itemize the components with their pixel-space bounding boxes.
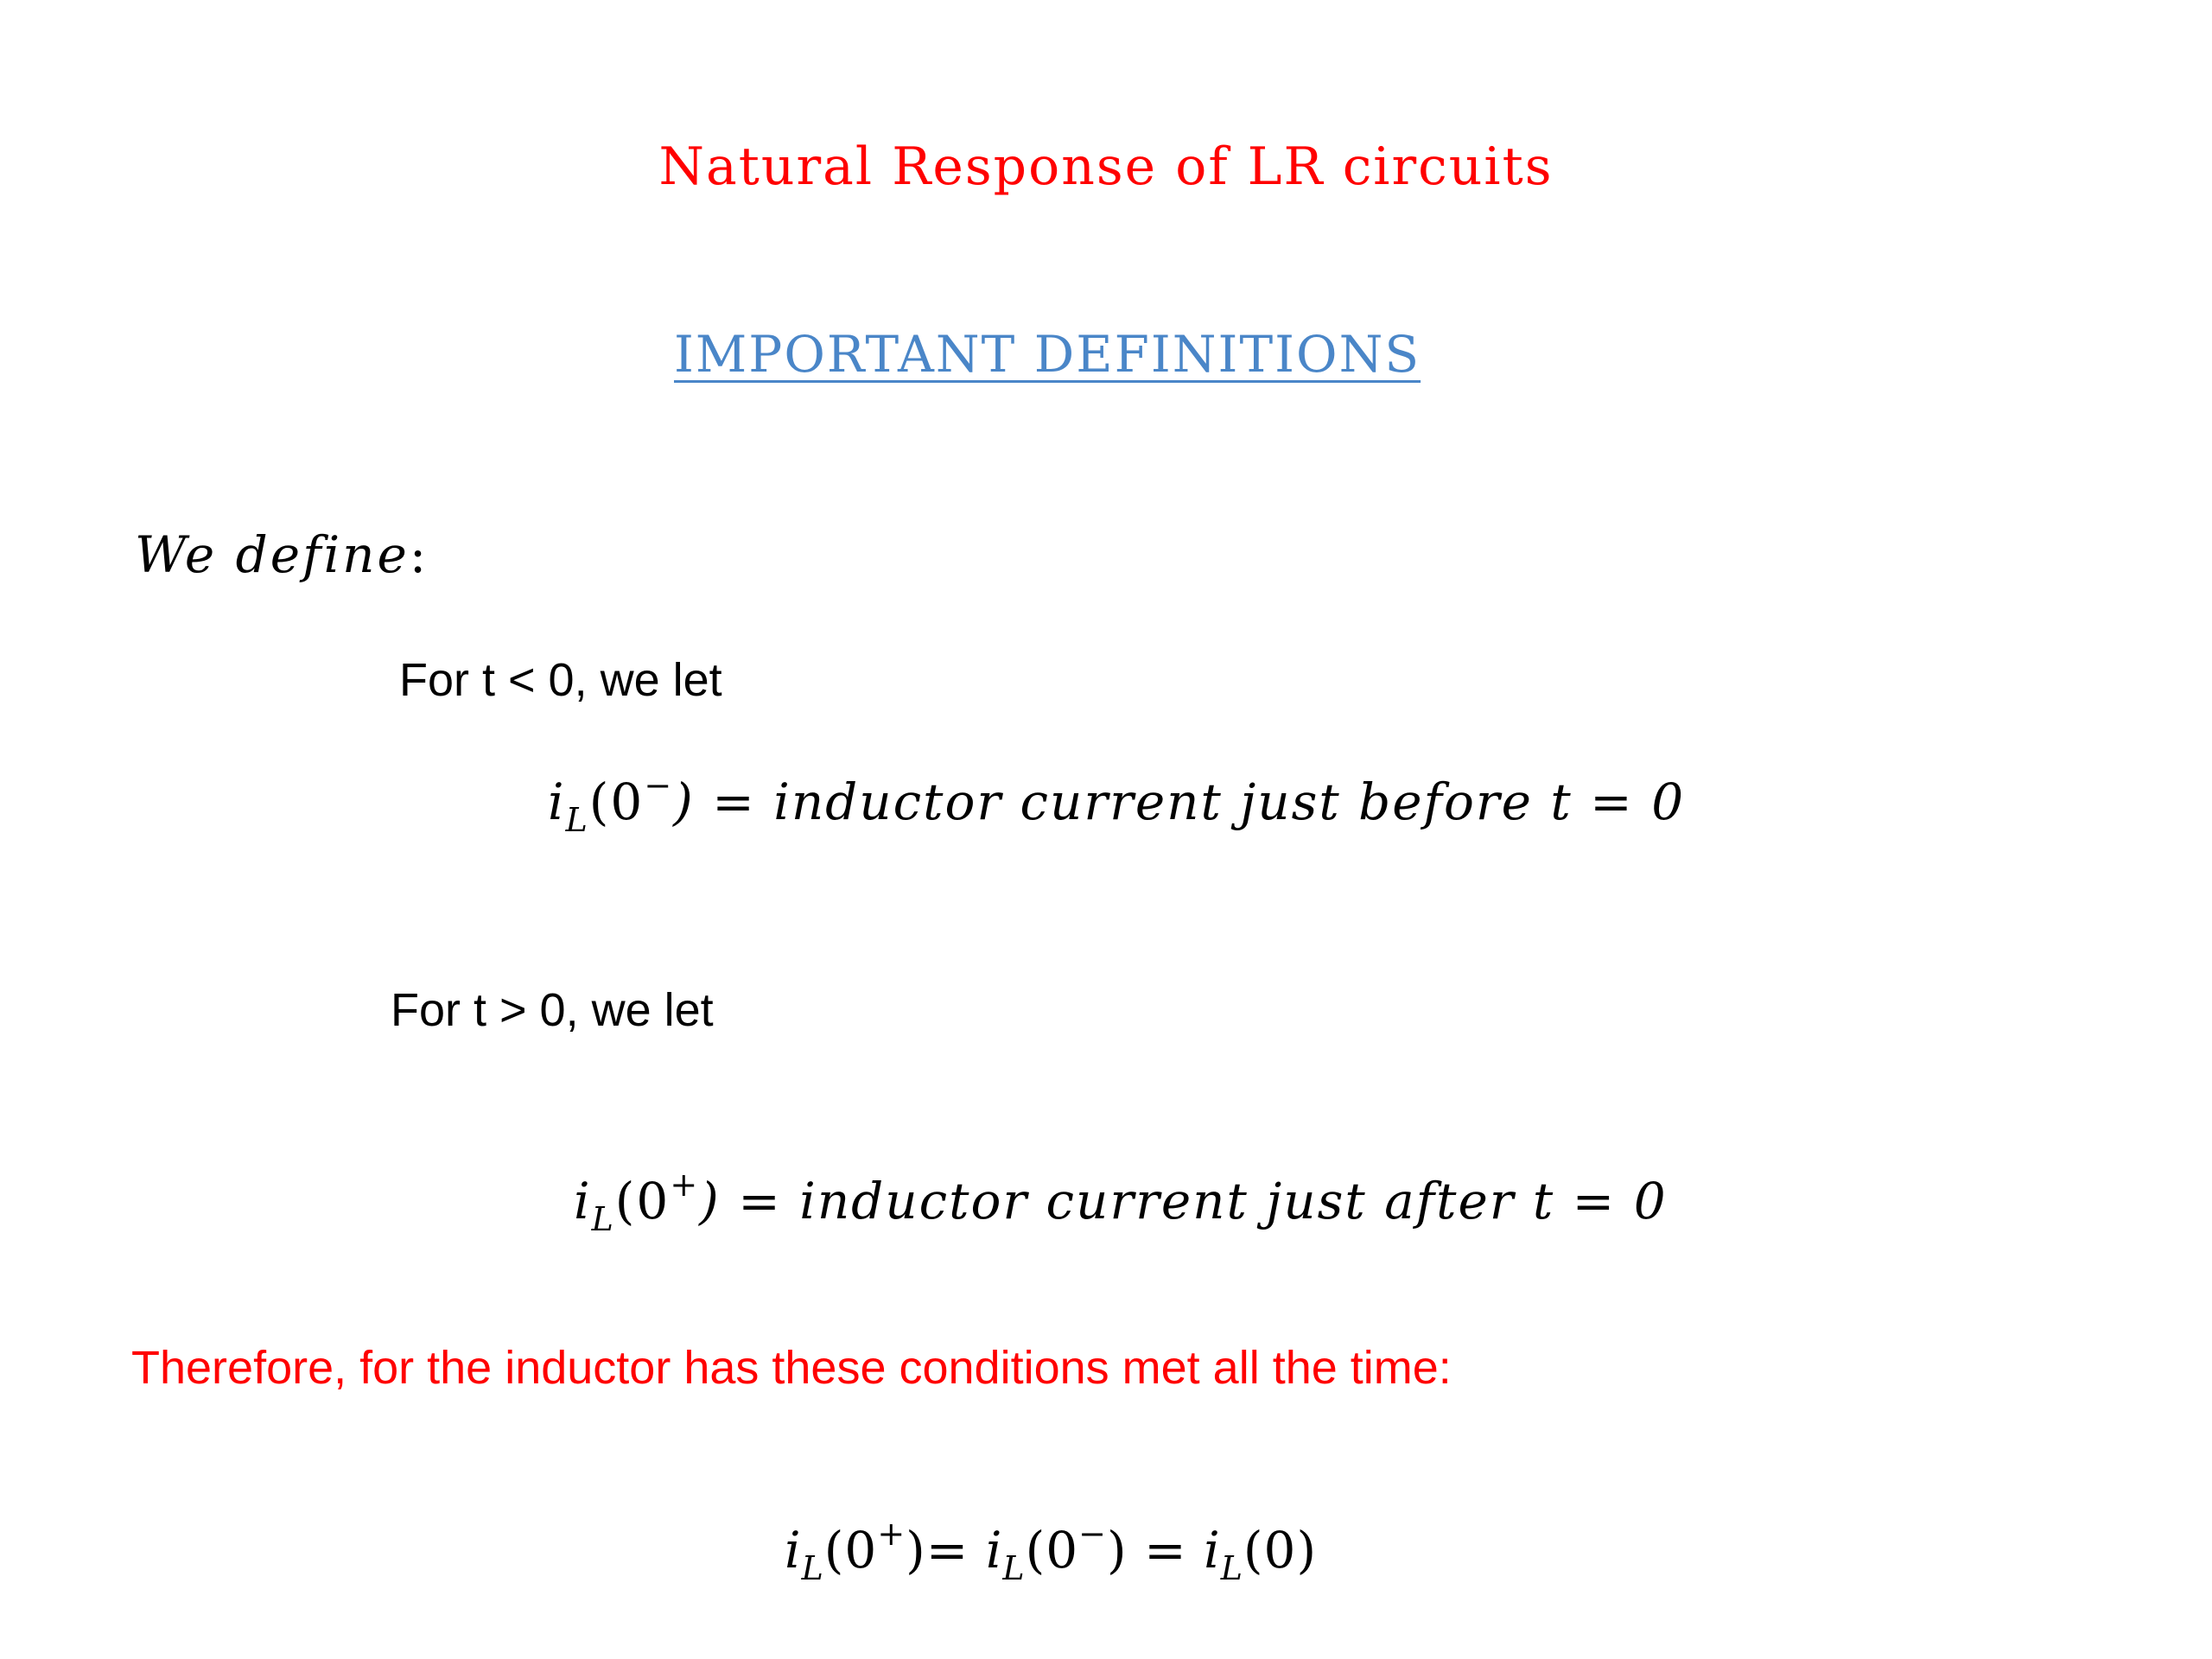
slide-title: Natural Response of LR circuits bbox=[658, 137, 1554, 197]
eq-final-a-sub: L bbox=[801, 1549, 824, 1587]
condition-t-greater-than-zero: For t > 0, we let bbox=[391, 984, 714, 1036]
eq-final-a-var: i bbox=[785, 1521, 802, 1580]
eq-before-open: (0 bbox=[588, 772, 645, 831]
eq-final-b-var: i bbox=[985, 1521, 1003, 1580]
eq-before-rest: ) = inductor current just before t = 0 bbox=[673, 772, 1686, 831]
equation-continuity bbox=[785, 1515, 1318, 1587]
eq-after-rest: ) = inductor current just after t = 0 bbox=[699, 1172, 1668, 1230]
therefore-statement: Therefore, for the inductor has these conditions met all the time: bbox=[131, 1342, 1452, 1394]
eq-after-open: (0 bbox=[614, 1172, 671, 1230]
eq-final-c-var: i bbox=[1204, 1521, 1221, 1580]
eq-before-sub: L bbox=[565, 801, 589, 839]
condition-t-less-than-zero: For t < 0, we let bbox=[399, 654, 722, 706]
we-define-label bbox=[135, 525, 429, 584]
eq-final-a-open: (0 bbox=[823, 1521, 878, 1580]
eq-final-b-sub: L bbox=[1002, 1549, 1026, 1587]
eq-before-var: i bbox=[548, 772, 566, 831]
equation-current-before bbox=[548, 766, 1686, 839]
eq-after-sub: L bbox=[591, 1200, 615, 1238]
eq-final-b-sup: − bbox=[1078, 1515, 1108, 1553]
equation-current-after bbox=[574, 1166, 1668, 1238]
eq-final-b-close: ) = bbox=[1107, 1521, 1187, 1580]
we-define-colon: : bbox=[409, 525, 429, 584]
eq-final-c-arg: (0) bbox=[1243, 1521, 1318, 1580]
eq-before-sup: − bbox=[644, 766, 674, 804]
eq-final-b-open: (0 bbox=[1025, 1521, 1079, 1580]
eq-final-a-sup: + bbox=[877, 1515, 906, 1553]
eq-final-c-sub: L bbox=[1220, 1549, 1243, 1587]
eq-after-sup: + bbox=[670, 1166, 700, 1204]
we-define-text: We define bbox=[135, 525, 410, 584]
eq-after-var: i bbox=[574, 1172, 592, 1230]
section-heading: IMPORTANT DEFINITIONS bbox=[674, 325, 1421, 384]
eq-final-a-close: )= bbox=[906, 1521, 969, 1580]
